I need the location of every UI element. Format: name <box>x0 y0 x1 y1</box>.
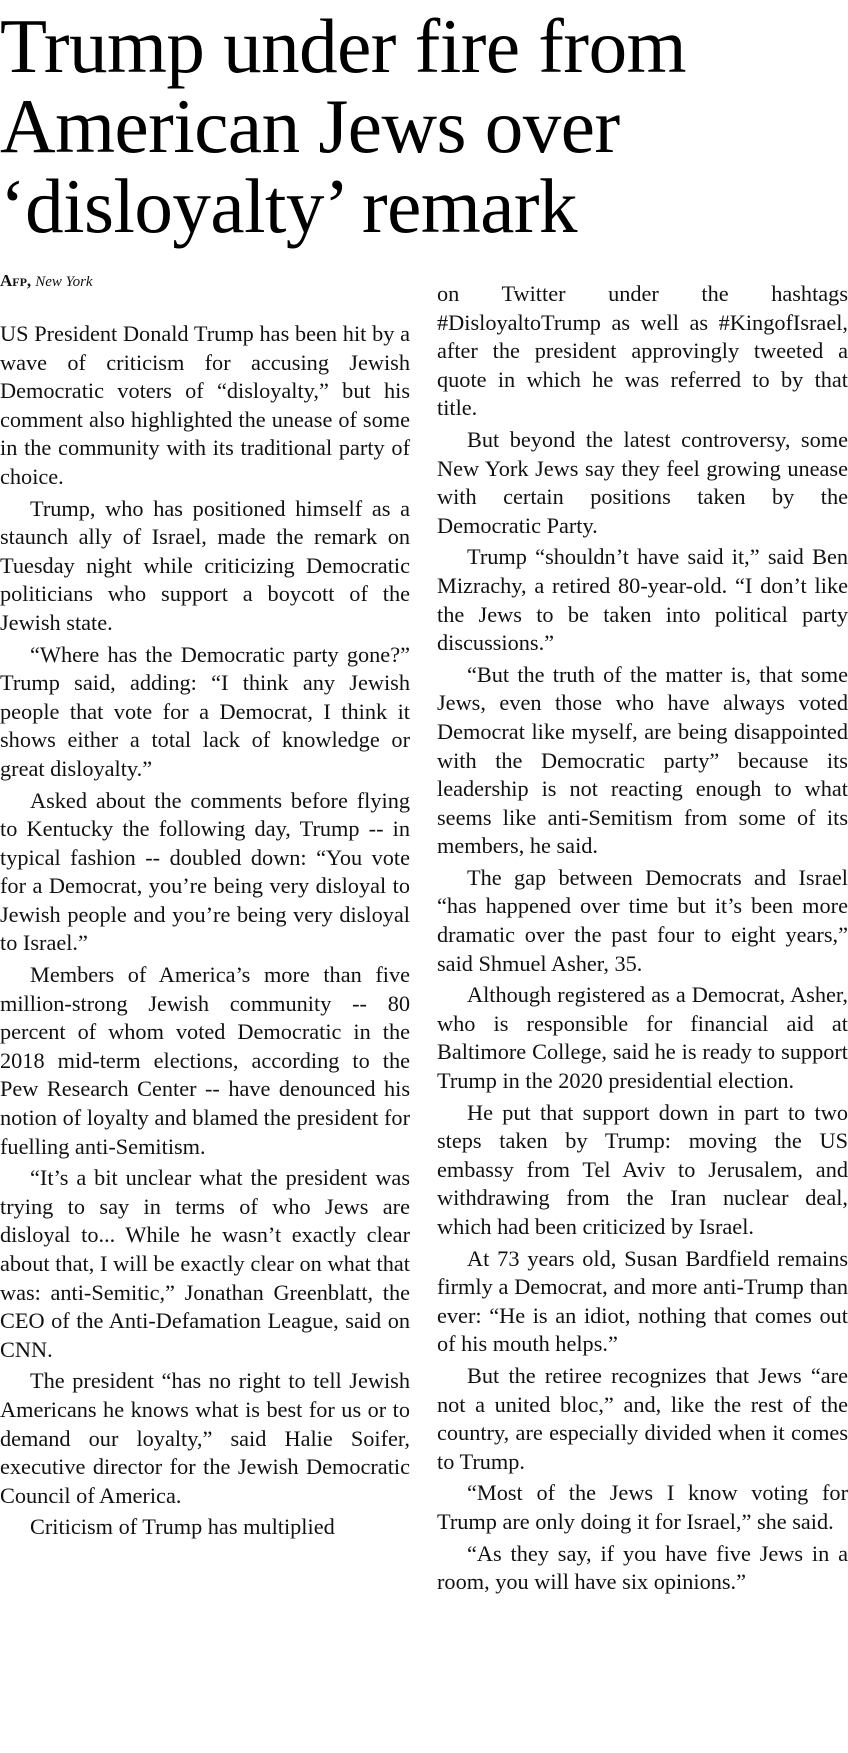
paragraph: The president “has no right to tell Jewish Americans he knows what is best for us or to demand our loyalty,” said Halie Soifer, executive director for the Jewish Democratic Council of America. <box>0 1368 410 1508</box>
paragraph: on Twitter under the hashtags #DisloyaltoTrump as well as #KingofIsrael, after the president approvingly tweeted a quote in which he was referred to by that title. <box>437 281 848 421</box>
right-column <box>437 280 848 1600</box>
paragraph: Trump “shouldn’t have said it,” said Ben Mizrachy, a retired 80-year-old. “I don’t like the Jews to be taken into political party discussions.” <box>437 544 848 656</box>
paragraph: The gap between Democrats and Israel “has happened over time but it’s been more dramatic over the past four to eight years,” said Shmuel Asher, 35. <box>437 864 848 976</box>
headline <box>0 3 848 249</box>
paragraph: But beyond the latest controversy, some New York Jews say they feel growing unease with certain positions taken by the Democratic Party. <box>437 426 848 538</box>
headline-line: American Jews over <box>0 83 620 169</box>
paragraph: US President Donald Trump has been hit by a wave of criticism for accusing Jewish Democratic voters of “disloyalty,” but his comment also highlighted the unease of some in the community with its traditional party of choice. <box>0 321 410 489</box>
byline-place: New York <box>35 274 93 290</box>
paragraph: Although registered as a Democrat, Asher, who is responsible for financial aid at Baltimore College, said he is ready to support Trump in the 2020 presidential election. <box>437 982 848 1094</box>
paragraph: But the retiree recognizes that Jews “are not a united bloc,” and, like the rest of the country, are especially divided when it comes to Trump. <box>437 1362 848 1474</box>
paragraph: “Most of the Jews I know voting for Trump are only doing it for Israel,” she said. <box>437 1480 848 1534</box>
paragraph: “It’s a bit unclear what the president was trying to say in terms of who Jews are disloyal to... While he wasn’t exactly clear about that, I will be exactly clear on what that was: anti-Semitic,” Jonathan Greenblatt, the CEO of the Anti-Defamation League, said on CNN. <box>0 1165 410 1362</box>
paragraph: “Where has the Democratic party gone?” Trump said, adding: “I think any Jewish people that vote for a Democrat, I think it shows either a total lack of knowledge or great disloyalty.” <box>0 641 410 781</box>
paragraph: Members of America’s more than five million-strong Jewish community -- 80 percent of whom voted Democratic in the 2018 mid-term elections, according to the Pew Research Center -- have denounced his notion of loyalty and blamed the president for fuelling anti-Semitism. <box>0 962 410 1159</box>
paragraph: “As they say, if you have five Jews in a room, you will have six opinions.” <box>437 1540 848 1595</box>
paragraph: Asked about the comments before flying to Kentucky the following day, Trump -- in typical fashion -- doubled down: “You vote for a Democrat, you’re being very disloyal to Jewish people and you’re being very disloyal to Israel.” <box>0 787 410 956</box>
paragraph: Trump, who has positioned himself as a staunch ally of Israel, made the remark on Tuesday night while criticizing Democratic politicians who support a boycott of the Jewish state. <box>0 495 410 635</box>
paragraph: “But the truth of the matter is, that some Jews, even those who have always voted Democrat like myself, are being disappointed with the Democratic party” because its leadership is not reacting enough to what seems like anti-Semitism from some of its members, he said. <box>437 661 848 859</box>
headline-line: Trump under fire from <box>0 3 686 89</box>
paragraph: Criticism of Trump has multiplied <box>30 1514 335 1540</box>
left-column <box>0 320 410 1545</box>
paragraph: At 73 years old, Susan Bardfield remains firmly a Democrat, and more anti-Trump than ever: “He is an idiot, nothing that comes out of his mouth helps.” <box>437 1245 848 1357</box>
byline-agency: Afp, <box>0 271 32 290</box>
byline <box>0 272 93 291</box>
headline-line: ‘disloyalty’ remark <box>0 163 578 249</box>
paragraph: He put that support down in part to two steps taken by Trump: moving the US embassy from Tel Aviv to Jerusalem, and withdrawing from the Iran nuclear deal, which had been criticized by Israel. <box>437 1099 848 1239</box>
